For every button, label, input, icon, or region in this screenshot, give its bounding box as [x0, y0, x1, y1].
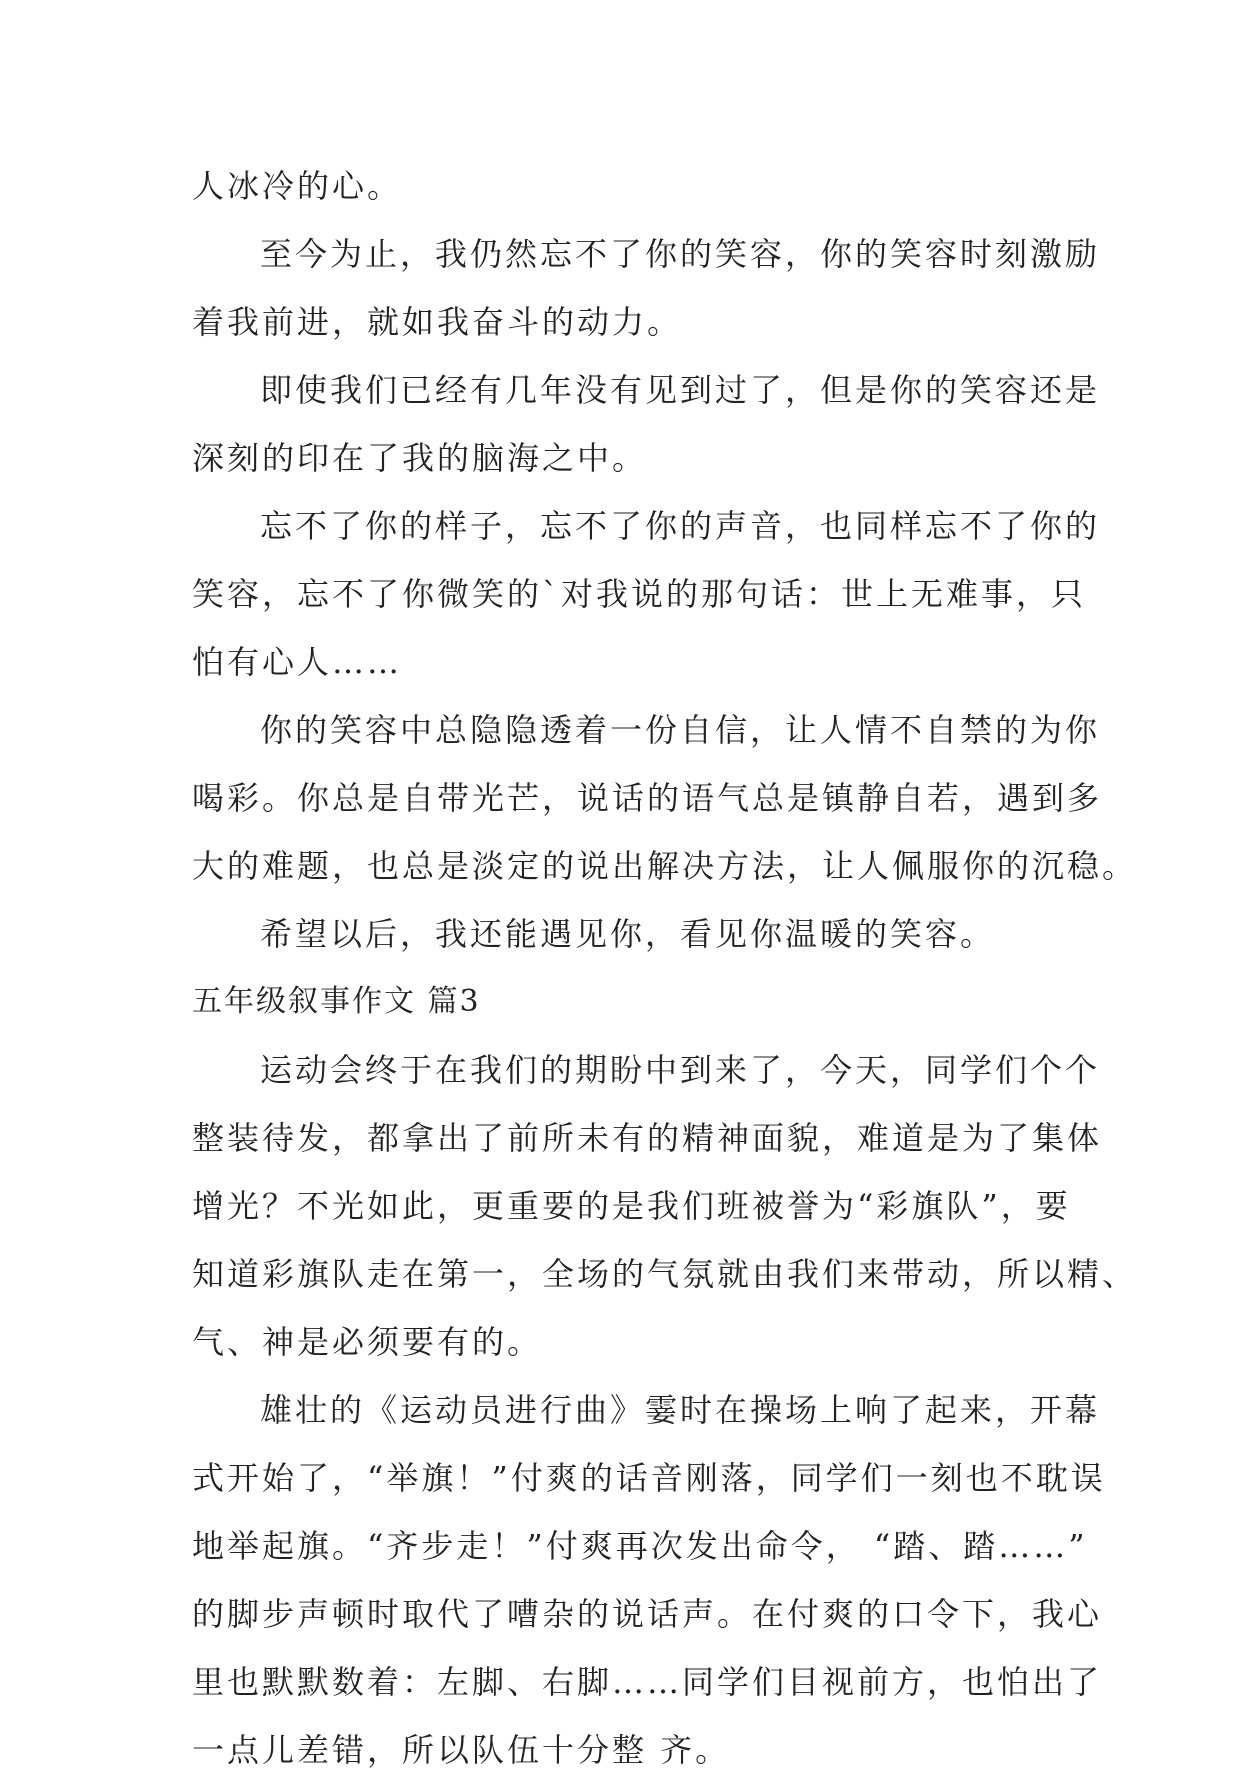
- text-line: 人冰冷的心。: [192, 167, 403, 205]
- text-line: 大的难题，也总是淡定的说出解决方法，让人佩服你的沉稳。: [192, 847, 1138, 885]
- text-line: 整装待发，都拿出了前所未有的精神面貌，难道是为了集体: [192, 1119, 1103, 1157]
- text-line: 着我前进，就如我奋斗的动力。: [192, 303, 683, 341]
- text-line: 忘不了你的样子，忘不了你的声音，也同样忘不了你的: [260, 507, 1101, 545]
- text-line: 深刻的印在了我的脑海之中。: [192, 439, 648, 477]
- text-line: 式开始了，“举旗！”付爽的话音刚落，同学们一刻也不耽误: [192, 1459, 1106, 1497]
- text-line: 即使我们已经有几年没有见到过了，但是你的笑容还是: [260, 371, 1101, 409]
- text-line: 增光？不光如此，更重要的是我们班被誉为“彩旗队”，要: [192, 1187, 1071, 1225]
- text-line: 希望以后，我还能遇见你，看见你温暖的笑容。: [260, 915, 996, 953]
- text-line: 气、神是必须要有的。: [192, 1323, 543, 1361]
- text-line: 喝彩。你总是自带光芒，说话的语气总是镇静自若，遇到多: [192, 779, 1103, 817]
- text-line: 一点儿差错，所以队伍十分整 齐。: [192, 1731, 731, 1769]
- text-line: 里也默默数着：左脚、右脚……同学们目视前方，也怕出了: [192, 1663, 1103, 1701]
- text-line: 怕有心人……: [192, 643, 403, 681]
- text-line: 运动会终于在我们的期盼中到来了，今天，同学们个个: [260, 1051, 1101, 1089]
- text-line: 雄壮的《运动员进行曲》霎时在操场上响了起来，开幕: [260, 1391, 1101, 1429]
- text-line: 至今为止，我仍然忘不了你的笑容，你的笑容时刻激励: [260, 235, 1101, 273]
- text-line: 笑容，忘不了你微笑的`对我说的那句话：世上无难事，只: [192, 575, 1087, 613]
- text-line: 知道彩旗队走在第一，全场的气氛就由我们来带动，所以精、: [192, 1255, 1138, 1293]
- document-body: [192, 152, 1138, 1784]
- text-line: 的脚步声顿时取代了嘈杂的说话声。在付爽的口令下，我心: [192, 1595, 1103, 1633]
- text-line: 你的笑容中总隐隐透着一份自信，让人情不自禁的为你: [260, 711, 1101, 749]
- text-line: 地举起旗。“齐步走！”付爽再次发出命令， “踏、踏……”: [192, 1527, 1088, 1565]
- section-heading: 五年级叙事作文 篇3: [192, 984, 481, 1019]
